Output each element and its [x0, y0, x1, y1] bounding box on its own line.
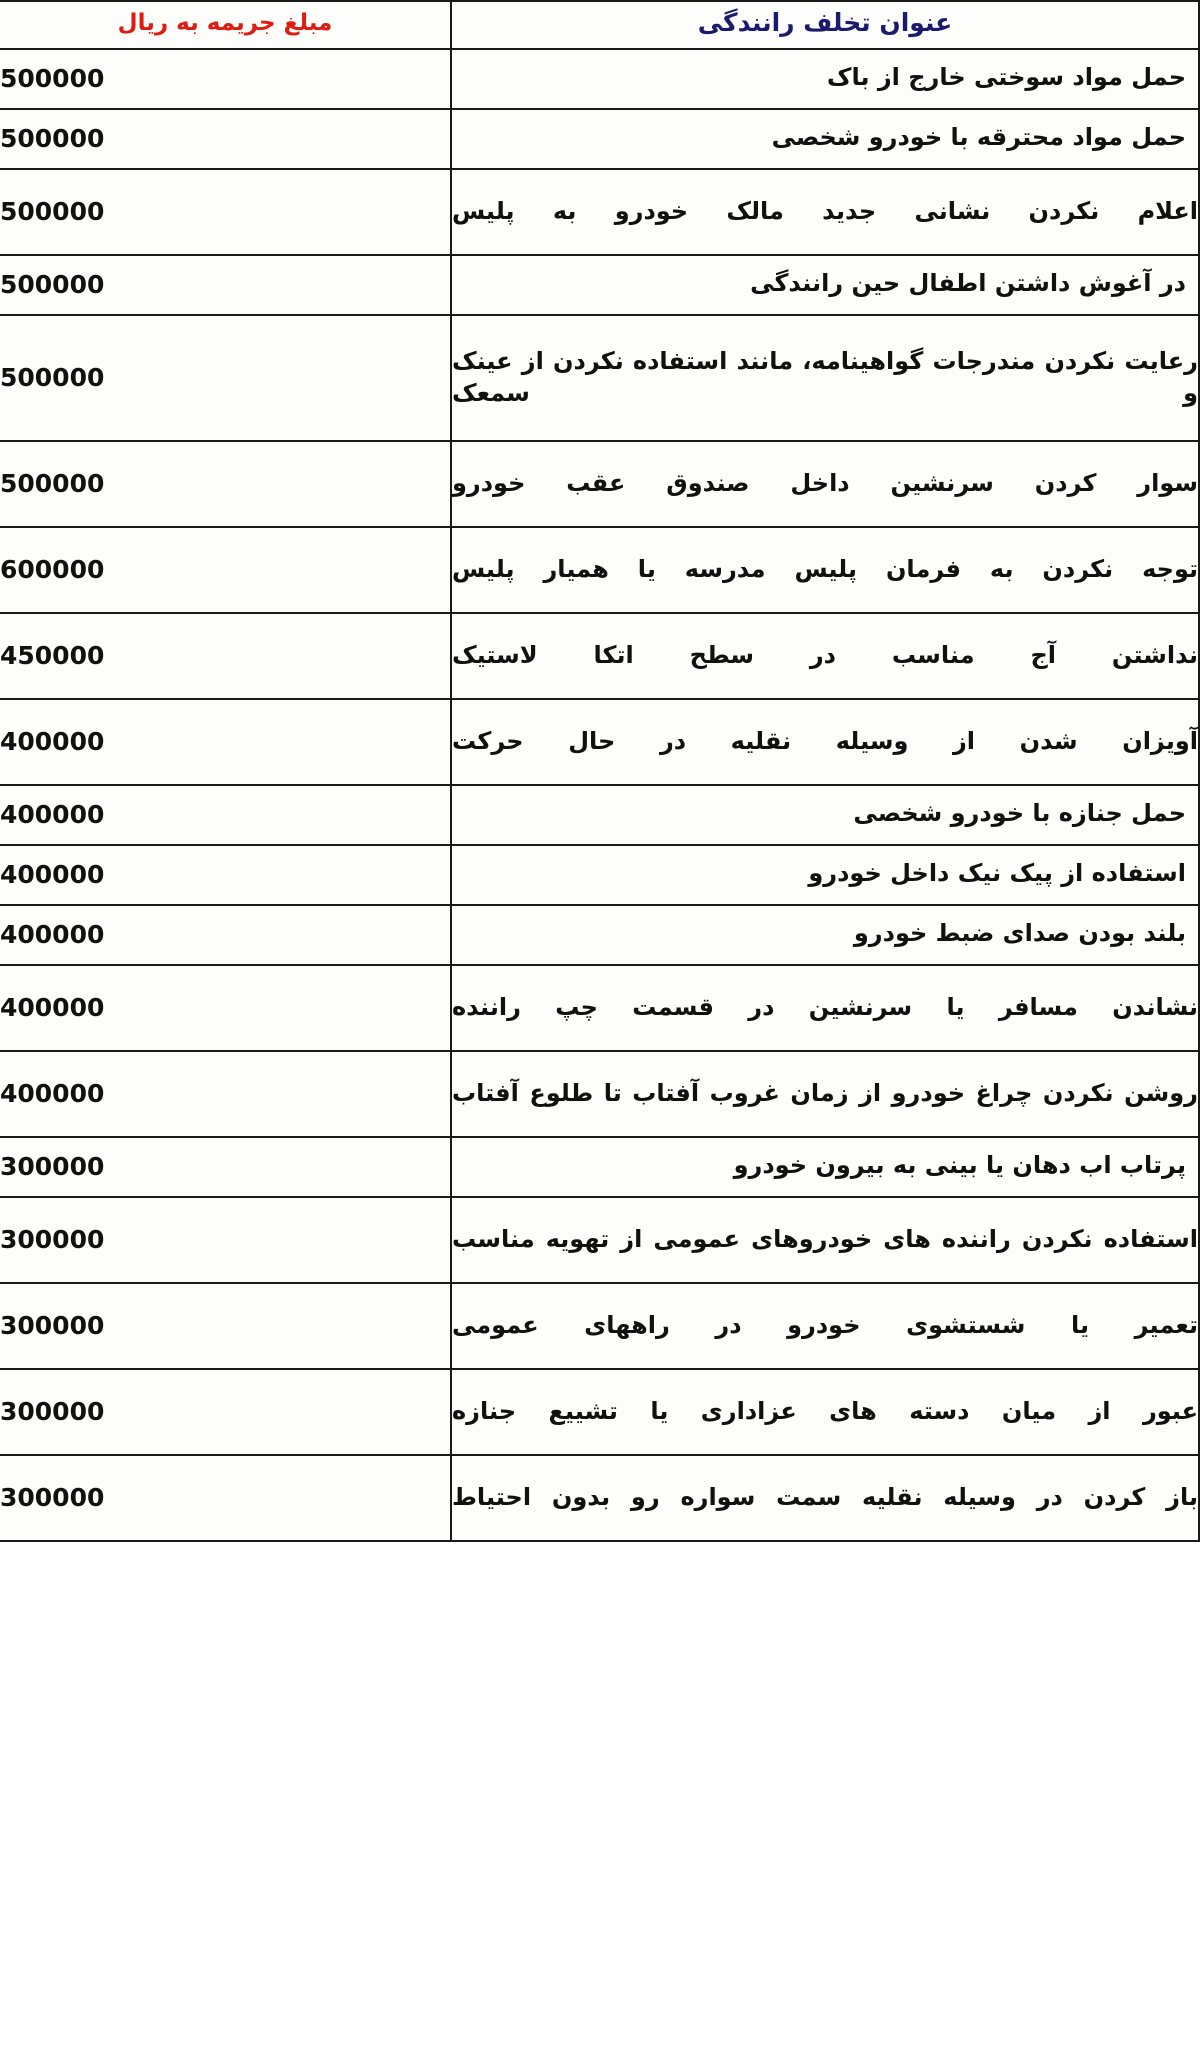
table-row [0, 109, 1199, 169]
fine-amount-text: 400000 [0, 920, 105, 949]
column-header-fine-amount [0, 1, 451, 49]
fine-amount-cell [0, 109, 451, 169]
violation-title-text: عبور از میان دسته های عزاداری یا تشییع جنازه [452, 1397, 1198, 1426]
fine-amount-text: 300000 [0, 1397, 105, 1426]
violation-title-cell [451, 1197, 1199, 1283]
column-header-fine-amount-label: مبلغ جریمه به ریال [117, 9, 333, 36]
fine-amount-text: 300000 [0, 1225, 105, 1254]
fine-amount-cell [0, 613, 451, 699]
table-row [0, 441, 1199, 527]
column-header-violation-title-label: عنوان تخلف رانندگی [697, 8, 953, 38]
fine-amount-cell [0, 965, 451, 1051]
fine-amount-text: 300000 [0, 1483, 105, 1512]
fine-amount-cell [0, 1197, 451, 1283]
fine-amount-text: 500000 [0, 469, 105, 498]
table-row [0, 527, 1199, 613]
violation-title-cell [451, 965, 1199, 1051]
violation-title-cell [451, 527, 1199, 613]
violation-title-cell [451, 1369, 1199, 1455]
fine-amount-text: 500000 [0, 363, 105, 392]
violation-title-cell [451, 169, 1199, 255]
table-row [0, 1051, 1199, 1137]
fine-amount-text: 300000 [0, 1152, 105, 1181]
fine-amount-cell [0, 315, 451, 441]
violation-title-text: در آغوش داشتن اطفال حین رانندگی [750, 269, 1186, 298]
violation-title-text: حمل جنازه با خودرو شخصی [853, 799, 1186, 828]
violation-title-cell [451, 1455, 1199, 1541]
fine-amount-cell [0, 49, 451, 109]
violation-title-cell [451, 315, 1199, 441]
violation-title-text: بلند بودن صدای ضبط خودرو [853, 919, 1186, 948]
fine-amount-cell [0, 1369, 451, 1455]
fine-amount-cell [0, 699, 451, 785]
violation-title-text: تعمیر یا شستشوی خودرو در راههای عمومی [452, 1311, 1198, 1340]
table-row [0, 169, 1199, 255]
violation-title-cell [451, 441, 1199, 527]
column-header-violation-title [451, 1, 1199, 49]
fine-amount-cell [0, 255, 451, 315]
fine-amount-text: 600000 [0, 555, 105, 584]
violation-title-text: اعلام نکردن نشانی جدید مالک خودرو به پلیس [452, 197, 1198, 226]
fine-amount-cell [0, 1137, 451, 1197]
fine-amount-text: 300000 [0, 1311, 105, 1340]
violation-title-text: حمل مواد محترقه با خودرو شخصی [771, 123, 1186, 152]
fine-amount-text: 400000 [0, 727, 105, 756]
fine-amount-cell [0, 441, 451, 527]
fine-amount-cell [0, 905, 451, 965]
violation-title-text: حمل مواد سوختی خارج از باک [826, 63, 1186, 92]
violation-title-cell [451, 613, 1199, 699]
table-header [0, 1, 1199, 49]
violation-title-cell [451, 1283, 1199, 1369]
table-row [0, 1455, 1199, 1541]
fine-amount-text: 400000 [0, 800, 105, 829]
fine-amount-text: 400000 [0, 860, 105, 889]
fine-amount-cell [0, 169, 451, 255]
violation-title-cell [451, 785, 1199, 845]
fine-amount-text: 500000 [0, 64, 105, 93]
violation-title-cell [451, 109, 1199, 169]
violation-title-cell [451, 845, 1199, 905]
table-row [0, 255, 1199, 315]
fine-amount-cell [0, 1051, 451, 1137]
fine-amount-cell [0, 1283, 451, 1369]
violation-title-text: رعایت نکردن مندرجات گواهینامه، مانند استفاده نکردن از عینک و سمعک [452, 347, 1198, 407]
fine-amount-text: 400000 [0, 1079, 105, 1108]
violation-title-text: استفاده از پیک نیک داخل خودرو [808, 859, 1186, 888]
table-row [0, 1197, 1199, 1283]
fine-amount-cell [0, 845, 451, 905]
fine-amount-text: 400000 [0, 993, 105, 1022]
violation-title-text: سوار کردن سرنشین داخل صندوق عقب خودرو [452, 469, 1198, 498]
violation-title-cell [451, 699, 1199, 785]
table-row [0, 1137, 1199, 1197]
table-row [0, 613, 1199, 699]
violation-title-cell [451, 1051, 1199, 1137]
violation-title-text: توجه نکردن به فرمان پلیس مدرسه یا همیار پلیس [452, 555, 1198, 584]
table-row [0, 905, 1199, 965]
table-body [0, 49, 1199, 1541]
violation-title-cell [451, 255, 1199, 315]
fine-amount-cell [0, 527, 451, 613]
table-row [0, 785, 1199, 845]
table-row [0, 699, 1199, 785]
table-row [0, 49, 1199, 109]
table-row [0, 845, 1199, 905]
violation-title-cell [451, 49, 1199, 109]
violation-title-text: استفاده نکردن راننده های خودروهای عمومی از تهویه مناسب [452, 1225, 1198, 1254]
violation-title-cell [451, 1137, 1199, 1197]
fine-amount-text: 450000 [0, 641, 105, 670]
table-row [0, 1369, 1199, 1455]
fine-amount-cell [0, 1455, 451, 1541]
table-row [0, 965, 1199, 1051]
fine-amount-text: 500000 [0, 197, 105, 226]
table-row [0, 315, 1199, 441]
violation-title-text: باز کردن در وسیله نقلیه سمت سواره رو بدون احتیاط [452, 1483, 1198, 1512]
table-row [0, 1283, 1199, 1369]
violation-title-text: نداشتن آج مناسب در سطح اتکا لاستیک [452, 641, 1198, 670]
violation-title-text: نشاندن مسافر یا سرنشین در قسمت چپ راننده [452, 993, 1198, 1022]
violation-title-cell [451, 905, 1199, 965]
fine-amount-text: 500000 [0, 124, 105, 153]
violation-title-text: آویزان شدن از وسیله نقلیه در حال حرکت [452, 727, 1198, 756]
fine-amount-cell [0, 785, 451, 845]
header-row [0, 1, 1199, 49]
violation-title-text: روشن نکردن چراغ خودرو از زمان غروب آفتاب تا طلوع آفتاب [452, 1079, 1198, 1108]
fine-amount-text: 500000 [0, 270, 105, 299]
violation-title-text: پرتاب اب دهان یا بینی به بیرون خودرو [733, 1151, 1186, 1180]
